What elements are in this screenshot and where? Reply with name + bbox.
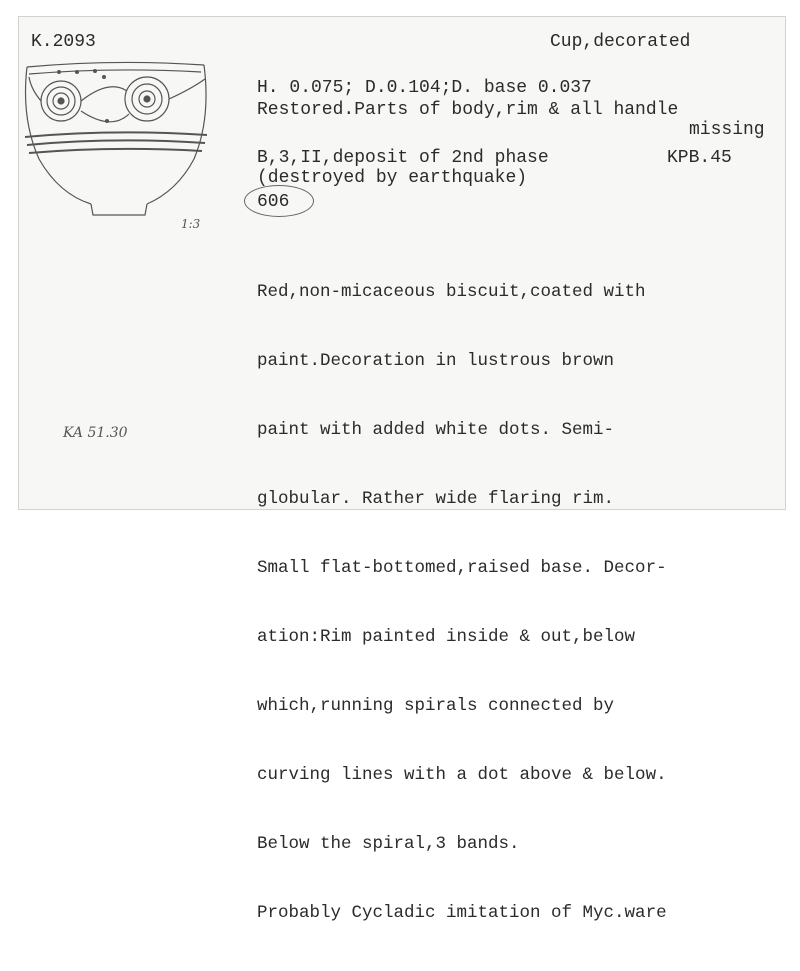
condition-line-1: Restored.Parts of body,rim & all handle xyxy=(257,100,679,120)
dimensions: H. 0.075; D.0.104;D. base 0.037 xyxy=(257,78,592,98)
inventory-number: 606 xyxy=(257,192,290,212)
description xyxy=(257,235,667,971)
findspot-line-2: (destroyed by earthquake) xyxy=(257,168,528,188)
description-line: curving lines with a dot above & below. xyxy=(257,765,667,785)
description-line: Below the spiral,3 bands. xyxy=(257,834,520,854)
description-line: Small flat-bottomed,raised base. Decor- xyxy=(257,558,667,578)
catalog-card xyxy=(18,16,786,923)
handwritten-reference: KA 51.30 xyxy=(63,425,128,441)
description-line: which,running spirals connected by xyxy=(257,696,615,716)
findspot-code: KPB.45 xyxy=(667,148,732,168)
description-line: paint.Decoration in lustrous brown xyxy=(257,351,615,371)
description-line: ation:Rim painted inside & out,below xyxy=(257,627,636,647)
findspot-line-1: B,3,II,deposit of 2nd phase xyxy=(257,148,549,168)
description-line: globular. Rather wide flaring rim. xyxy=(257,489,615,509)
condition-line-2: missing xyxy=(689,120,765,140)
cup-drawing-icon xyxy=(19,59,219,219)
description-line: paint with added white dots. Semi- xyxy=(257,420,615,440)
description-line: Red,non-micaceous biscuit,coated with xyxy=(257,282,646,302)
object-type: Cup,decorated xyxy=(550,32,691,52)
catalog-number: K.2093 xyxy=(31,32,96,52)
scale-note: 1:3 xyxy=(181,217,201,231)
description-line: Probably Cycladic imitation of Myc.ware xyxy=(257,903,667,923)
